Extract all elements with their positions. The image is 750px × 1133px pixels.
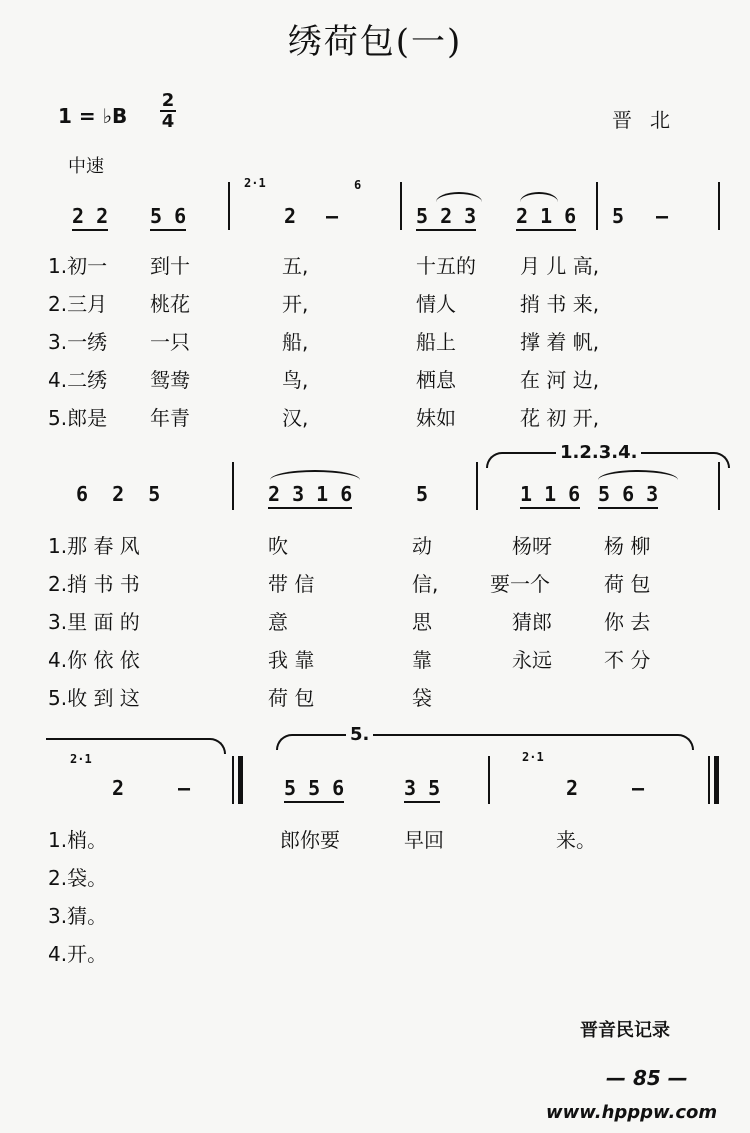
note-group: 2 1 6 xyxy=(516,204,576,231)
barline xyxy=(232,462,234,510)
barline xyxy=(718,182,720,230)
barline xyxy=(232,756,234,804)
lyric-line-5-w2: 年青 xyxy=(150,406,190,430)
barline xyxy=(488,756,490,804)
note: 5 xyxy=(612,204,625,228)
lyric-line-3-v: 3.里 面 的 xyxy=(48,610,140,634)
lyric-line-5-v: 5.收 到 这 xyxy=(48,686,140,710)
lyric-line-3-w4: 船上 xyxy=(416,330,456,354)
page-number: — 85 — xyxy=(606,1066,688,1090)
slur xyxy=(598,470,678,480)
lyric-line-5-w5: 花 初 开, xyxy=(520,406,600,430)
lyric-line-2-w4: 要一个 xyxy=(490,572,550,596)
note-group: 5 6 xyxy=(150,204,186,231)
barline xyxy=(228,182,230,230)
grace-notes: 2·1 xyxy=(244,176,266,190)
lyric-line-3-w4: 猜郎 xyxy=(512,610,552,634)
lyric-line-4-w4: 栖息 xyxy=(416,368,456,392)
lyric-line-2-v: 2.三月 xyxy=(48,292,108,316)
note: 2 xyxy=(112,776,125,800)
lyric-line-1-w2: 吹 xyxy=(268,534,288,558)
note-group: 5 6 3 xyxy=(598,482,658,509)
lyric-line-3-w5: 你 去 xyxy=(604,610,651,634)
verse5-lyric-2: 早回 xyxy=(404,828,444,852)
volta-label: 5. xyxy=(346,724,373,745)
lyric-line-1-w3: 五, xyxy=(282,254,309,278)
slur xyxy=(436,192,482,202)
ending-lyric-3: 3.猜。 xyxy=(48,904,108,928)
lyric-line-3-v: 3.一绣 xyxy=(48,330,108,354)
note-group: 5 5 6 xyxy=(284,776,344,803)
lyric-line-4-v: 4.你 依 依 xyxy=(48,648,140,672)
slur xyxy=(520,192,558,202)
grace-notes: 2·1 xyxy=(522,750,544,764)
lyric-line-2-w2: 桃花 xyxy=(150,292,190,316)
lyric-line-3-w3: 船, xyxy=(282,330,309,354)
lyric-line-4-w3: 鸟, xyxy=(282,368,309,392)
ending-lyric-4: 4.开。 xyxy=(48,942,108,966)
ending-lyric-1: 1.梢。 xyxy=(48,828,108,852)
lyric-line-1-v: 1.那 春 风 xyxy=(48,534,140,558)
lyric-line-1-w2: 到十 xyxy=(150,254,190,278)
lyric-line-1-w5: 杨 柳 xyxy=(604,534,651,558)
lyric-line-1-w3: 动 xyxy=(412,534,432,558)
barline xyxy=(476,462,478,510)
volta-bracket xyxy=(276,734,694,750)
lyric-line-4-w5: 在 河 边, xyxy=(520,368,600,392)
note-group: 5 2 3 xyxy=(416,204,476,231)
grace-notes: 6 xyxy=(354,178,362,192)
song-title: 绣荷包(一) xyxy=(287,22,463,62)
verse5-lyric-3: 来。 xyxy=(556,828,596,852)
region-label: 晋北 xyxy=(612,108,688,132)
lyric-line-5-w3: 汉, xyxy=(282,406,309,430)
transcriber-credit: 晋音民记录 xyxy=(580,1020,670,1041)
lyric-line-5-w3: 袋 xyxy=(412,686,432,710)
note-group: 1 1 6 xyxy=(520,482,580,509)
lyric-line-4-w5: 不 分 xyxy=(604,648,651,672)
note: 2 xyxy=(566,776,579,800)
lyric-line-4-w2: 我 靠 xyxy=(268,648,315,672)
lyric-line-5-v: 5.郎是 xyxy=(48,406,108,430)
time-top: 2 xyxy=(161,90,175,111)
final-bar xyxy=(714,756,719,804)
lyric-line-4-w3: 靠 xyxy=(412,648,432,672)
volta-label: 1.2.3.4. xyxy=(556,442,641,463)
lyric-line-2-w4: 情人 xyxy=(416,292,456,316)
lyric-line-1-w5: 月 儿 高, xyxy=(520,254,600,278)
note-group: 2 3 1 6 xyxy=(268,482,352,509)
lyric-line-5-w4: 妹如 xyxy=(416,406,456,430)
lyric-line-2-w5: 捎 书 来, xyxy=(520,292,600,316)
time-bottom: 4 xyxy=(161,111,175,132)
lyric-line-1-v: 1.初一 xyxy=(48,254,108,278)
grace-notes: 2·1 xyxy=(70,752,92,766)
lyric-line-5-w2: 荷 包 xyxy=(268,686,315,710)
lyric-line-2-w2: 带 信 xyxy=(268,572,315,596)
lyric-line-4-w4: 永远 xyxy=(512,648,552,672)
lyric-line-4-w2: 鸳鸯 xyxy=(150,368,190,392)
key-signature: 1 = ♭B xyxy=(58,104,128,128)
note-group: 3 5 xyxy=(404,776,440,803)
note-group: 6 2 5 xyxy=(76,482,161,506)
barline xyxy=(400,182,402,230)
dash: — xyxy=(656,204,669,228)
lyric-line-2-w3: 信, xyxy=(412,572,439,596)
note-group: 2 2 xyxy=(72,204,108,231)
verse5-lyric-1: 郎你要 xyxy=(280,828,340,852)
time-signature xyxy=(160,92,176,130)
lyric-line-3-w5: 撑 着 帆, xyxy=(520,330,600,354)
barline xyxy=(718,462,720,510)
slur xyxy=(270,470,360,480)
lyric-line-2-v: 2.捎 书 书 xyxy=(48,572,140,596)
lyric-line-3-w2: 一只 xyxy=(150,330,190,354)
note: 5 xyxy=(416,482,429,506)
tempo-marking: 中速 xyxy=(68,156,104,177)
lyric-line-2-w5: 荷 包 xyxy=(604,572,651,596)
lyric-line-1-w4: 十五的 xyxy=(416,254,476,278)
dash: — xyxy=(632,776,645,800)
lyric-line-4-v: 4.二绣 xyxy=(48,368,108,392)
lyric-line-2-w3: 开, xyxy=(282,292,309,316)
watermark-url: www.hpppw.com xyxy=(546,1102,718,1123)
dash: — xyxy=(326,204,339,228)
lyric-line-1-w4: 杨呀 xyxy=(512,534,552,558)
barline xyxy=(596,182,598,230)
lyric-line-3-w3: 思 xyxy=(412,610,432,634)
dash: — xyxy=(178,776,191,800)
ending-lyric-2: 2.袋。 xyxy=(48,866,108,890)
barline xyxy=(708,756,710,804)
repeat-end-bar xyxy=(238,756,243,804)
lyric-line-3-w2: 意 xyxy=(268,610,288,634)
note: 2 xyxy=(284,204,297,228)
